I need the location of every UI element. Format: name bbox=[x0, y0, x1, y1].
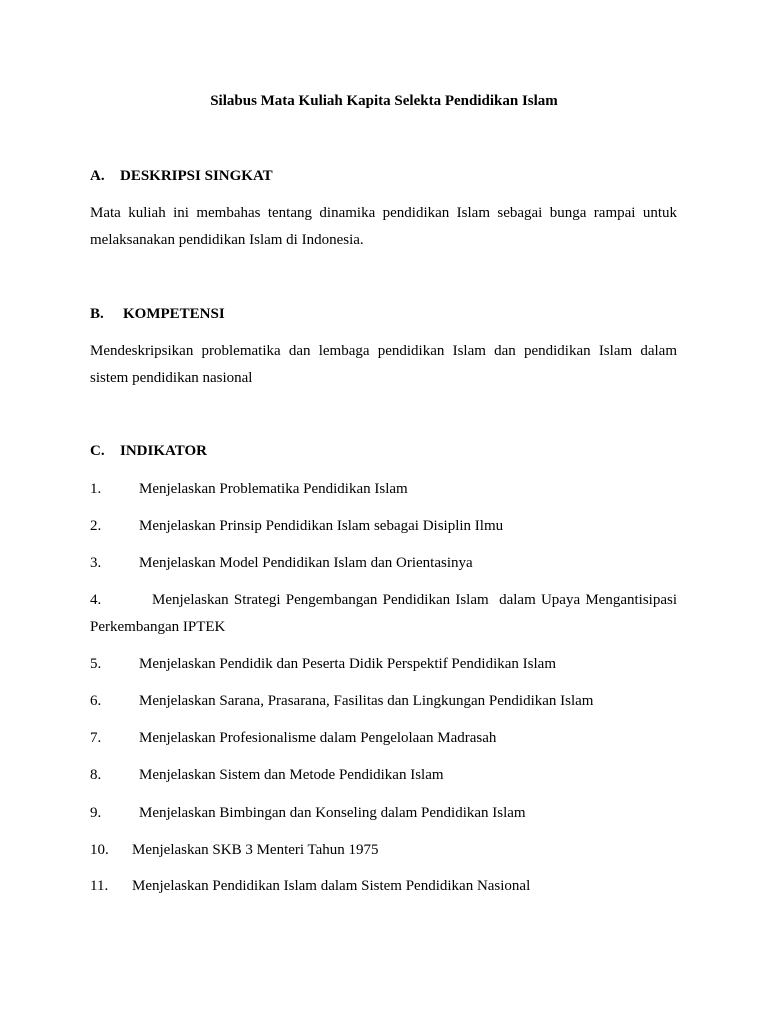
section-c-title: INDIKATOR bbox=[120, 443, 207, 459]
list-item-number: 8. bbox=[90, 767, 102, 783]
list-item-text: Menjelaskan Sistem dan Metode Pendidikan Islam bbox=[139, 767, 444, 783]
list-item-number: 9. bbox=[90, 805, 102, 821]
list-item-number: 6. bbox=[90, 693, 102, 709]
list-item-number: 7. bbox=[90, 730, 102, 746]
list-item-text: Menjelaskan Problematika Pendidikan Islam bbox=[139, 481, 408, 497]
section-b-heading bbox=[90, 304, 225, 324]
list-item-number: 5. bbox=[90, 656, 102, 672]
list-item-text: Menjelaskan Sarana, Prasarana, Fasilitas dan Lingkungan Pendidikan Islam bbox=[139, 693, 594, 709]
list-item-number: 1. bbox=[90, 481, 102, 497]
list-item-text: Menjelaskan Bimbingan dan Konseling dalam Pendidikan Islam bbox=[139, 805, 526, 821]
list-item-text: Menjelaskan Pendidikan Islam dalam Sistem Pendidikan Nasional bbox=[132, 878, 531, 894]
list-item-number: 11. bbox=[90, 878, 109, 894]
list-item-text: Menjelaskan Profesionalisme dalam Pengelolaan Madrasah bbox=[139, 730, 497, 746]
list-item-number: 10. bbox=[90, 842, 109, 858]
section-a-letter: A. bbox=[90, 168, 105, 184]
list-item-text: Menjelaskan SKB 3 Menteri Tahun 1975 bbox=[132, 842, 379, 858]
list-item-text: Menjelaskan Pendidik dan Peserta Didik Perspektif Pendidikan Islam bbox=[139, 656, 557, 672]
list-item-text: Menjelaskan Strategi Pengembangan Pendidikan Islam dalam Upaya Mengantisipasi bbox=[152, 592, 677, 608]
section-c-heading bbox=[90, 441, 207, 461]
section-b-title: KOMPETENSI bbox=[123, 306, 225, 322]
document-title: Silabus Mata Kuliah Kapita Selekta Pendidikan Islam bbox=[210, 93, 558, 109]
list-item-number: 4. bbox=[90, 592, 102, 608]
section-b-letter: B. bbox=[90, 306, 104, 322]
list-item-continuation: Perkembangan IPTEK bbox=[90, 619, 226, 635]
list-item-number: 2. bbox=[90, 518, 102, 534]
section-c-letter: C. bbox=[90, 443, 105, 459]
section-b-body: Mendeskripsikan problematika dan lembaga pendidikan Islam dan pendidikan Islam dalam sistem pendidikan nasional bbox=[90, 343, 677, 386]
section-a-title: DESKRIPSI SINGKAT bbox=[120, 168, 273, 184]
section-a-heading bbox=[90, 166, 273, 186]
list-item-text: Menjelaskan Model Pendidikan Islam dan Orientasinya bbox=[139, 555, 473, 571]
list-item-text: Menjelaskan Prinsip Pendidikan Islam sebagai Disiplin Ilmu bbox=[139, 518, 504, 534]
list-item-number: 3. bbox=[90, 555, 102, 571]
section-a-body: Mata kuliah ini membahas tentang dinamika pendidikan Islam sebagai bunga rampai untuk melaksanakan pendidikan Islam di Indonesia. bbox=[90, 205, 677, 248]
